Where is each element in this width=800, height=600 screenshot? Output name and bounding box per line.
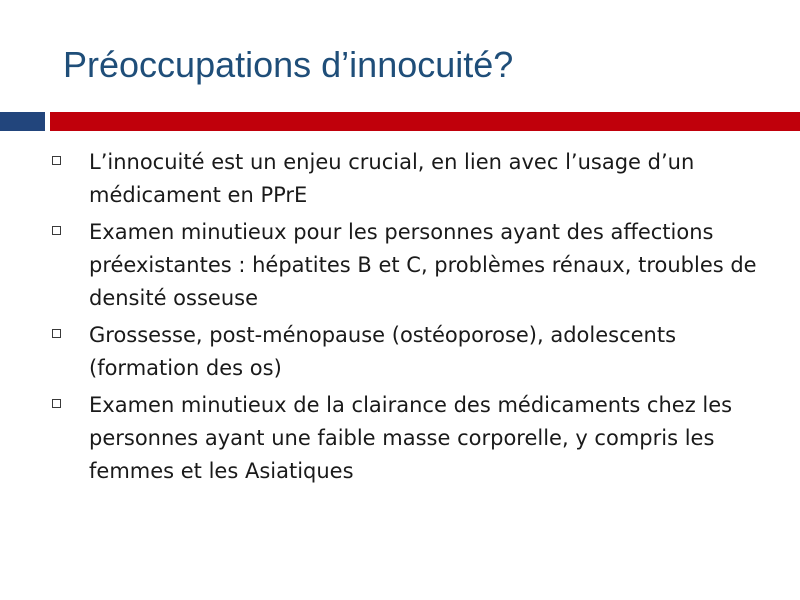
- hollow-square-bullet-icon: [52, 329, 61, 338]
- title-divider-red: [50, 112, 800, 131]
- bullet-text: Grossesse, post-ménopause (ostéoporose), adolescents (formation des os): [89, 323, 677, 380]
- bullet-text: Examen minutieux pour les personnes ayant des affections préexistantes : hépatites B et C, problèmes rénaux, troubles de densité osseuse: [89, 220, 757, 310]
- bullet-item: [0, 216, 800, 315]
- title-divider-blue: [0, 112, 45, 131]
- bullet-item: [0, 319, 800, 385]
- bullet-list: [0, 146, 800, 492]
- hollow-square-bullet-icon: [52, 226, 61, 235]
- bullet-item: [0, 146, 800, 212]
- bullet-text: L’innocuité est un enjeu crucial, en lien avec l’usage d’un médicament en PPrE: [89, 150, 695, 207]
- hollow-square-bullet-icon: [52, 156, 61, 165]
- hollow-square-bullet-icon: [52, 399, 61, 408]
- bullet-item: [0, 389, 800, 488]
- bullet-text: Examen minutieux de la clairance des médicaments chez les personnes ayant une faible masse corporelle, y compris les femmes et les Asiatiques: [89, 393, 733, 483]
- slide-title: Préoccupations d’innocuité?: [63, 44, 514, 85]
